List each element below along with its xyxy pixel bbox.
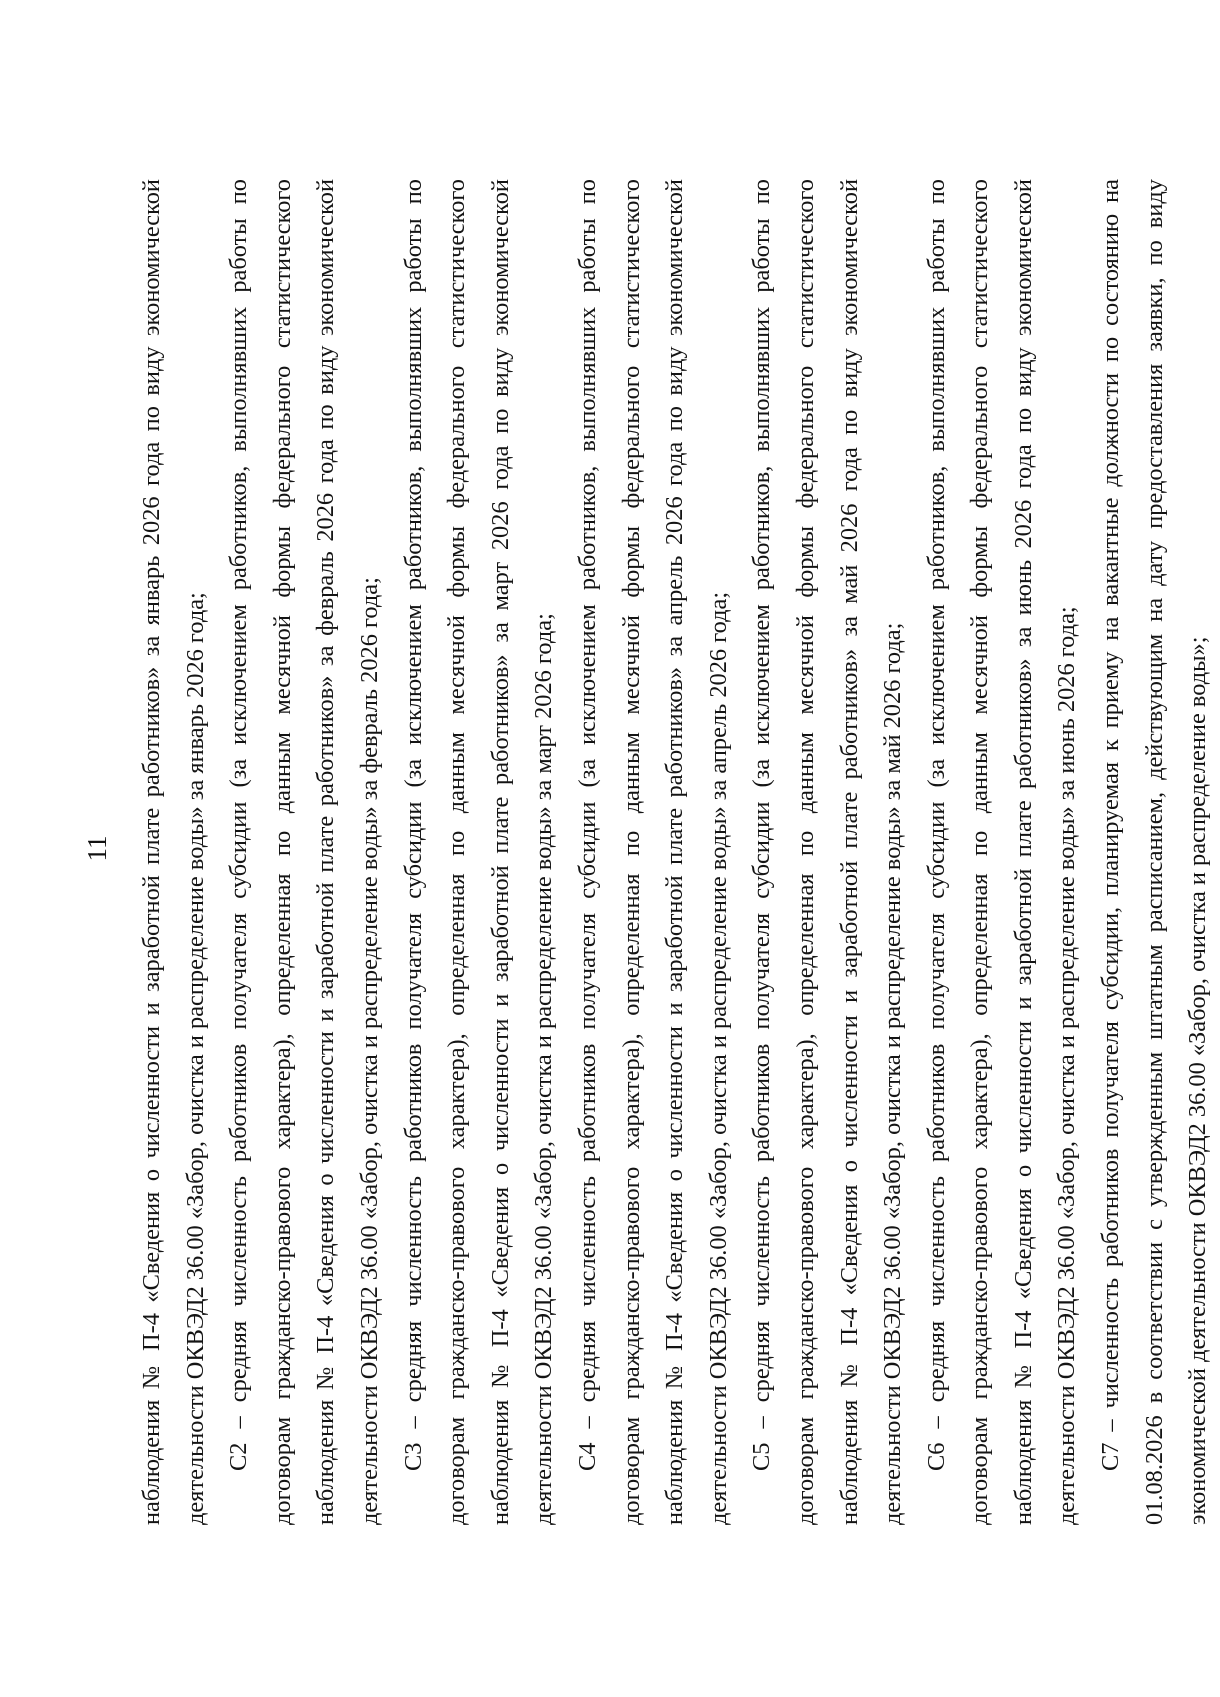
page-number: 11: [82, 835, 112, 862]
document-body: [130, 179, 1220, 1525]
paragraph-c3: С3 – средняя численность работников получателя субсидии (за исключением работников, выполнявших работы по договорам гражданско-правового характера), определенная по данным месячной формы федерального статистического наблюдения № П-4 «Сведения о численности и заработной плате работников» за март 2026 года по виду экономической деятельности ОКВЭД2 36.00 «Забор, очистка и распределение воды» за март 2026 года;: [399, 179, 558, 1525]
paragraph-c6: С6 – средняя численность работников получателя субсидии (за исключением работников, выполнявших работы по договорам гражданско-правового характера), определенная по данным месячной формы федерального статистического наблюдения № П-4 «Сведения о численности и заработной плате работников» за июнь 2026 года по виду экономической деятельности ОКВЭД2 36.00 «Забор, очистка и распределение воды» за июнь 2026 года;: [922, 179, 1081, 1525]
paragraph-c4: С4 – средняя численность работников получателя субсидии (за исключением работников, выполнявших работы по договорам гражданско-правового характера), определенная по данным месячной формы федерального статистического наблюдения № П-4 «Сведения о численности и заработной плате работников» за апрель 2026 года по виду экономической деятельности ОКВЭД2 36.00 «Забор, очистка и распределение воды» за апрель 2026 года;: [573, 179, 732, 1525]
paragraph-c5: С5 – средняя численность работников получателя субсидии (за исключением работников, выполнявших работы по договорам гражданско-правового характера), определенная по данным месячной формы федерального статистического наблюдения № П-4 «Сведения о численности и заработной плате работников» за май 2026 года по виду экономической деятельности ОКВЭД2 36.00 «Забор, очистка и распределение воды» за май 2026 года;: [748, 179, 907, 1525]
paragraph-continuation: наблюдения № П-4 «Сведения о численности и заработной плате работников» за январь 2026 года по виду экономической деятельности ОКВЭД2 36.00 «Забор, очистка и распределение воды» за январь 2026 года;: [138, 179, 209, 1525]
paragraph-c7: С7 – численность работников получателя субсидии, планируемая к приему на вакантные должности по состоянию на 01.08.2026 в соответствии с утвержденным штатным расписанием, действующим на дату предоставления заявки, по виду экономической деятельности ОКВЭД2 36.00 «Забор, очистка и распределение воды»;: [1097, 179, 1212, 1525]
paragraph-c2: С2 – средняя численность работников получателя субсидии (за исключением работников, выполнявших работы по договорам гражданско-правового характера), определенная по данным месячной формы федерального статистического наблюдения № П-4 «Сведения о численности и заработной плате работников» за февраль 2026 года по виду экономической деятельности ОКВЭД2 36.00 «Забор, очистка и распределение воды» за февраль 2026 года;: [225, 179, 383, 1525]
